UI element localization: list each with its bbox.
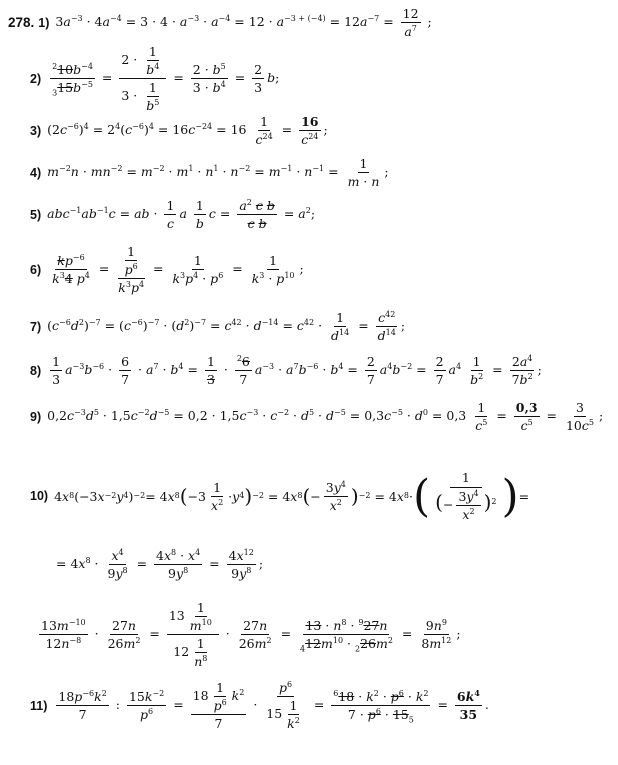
item-7: 7) $(c^{-6}d^2)^{-7} = (c^{-6})^{-7} \cdot (d^2)^{-7} = c^{42} \cdot d^{-14} = c^{42}$ · $\frac{1}{d^{14}}$ = $\frac{c^{42}}{d^{14}}$ ;	[30, 309, 406, 343]
item-1: 278. 1) $3a^{-3} \cdot 4a^{-4} = 3 \cdot 4 \cdot a^{-3} \cdot a^{-4} = 12 \cdot a^{-3 + (-4)} = 12a^{-7}$ = $\frac{12}{a^7}$ ;	[8, 6, 432, 39]
item-8: 8) $\frac{1}{3}$ $a^{-3}b^{-6}$ · $\frac{6}{7}$ · $a^7 \cdot b^4$ = $\frac{1}{3}$ · $\frac{^26}{7}$ $a^{-3} \cdot a^7b^{-6} \cdot b^4$ = $\frac{2}{7}$ $a^4b^{-2}$ = $\frac{2}{7}$ $a^4$ $\frac{1}{b^2}$ = $\frac{2a^4}{7b^2}$ ;	[30, 353, 542, 387]
item-10-continued	[56, 548, 263, 581]
item-4: 4) $m^{-2}n \cdot mn^{-2} = m^{-2} \cdot m^1 \cdot n^1 \cdot n^{-2} = m^{-1} \cdot n^{-1}$ = $\frac{1}{m \cdot n}$ ;	[30, 156, 389, 189]
item-10-cont-math: = $4x^8$ · $\frac{x^4}{9y^8}$ = $\frac{4x^8 \cdot x^4}{9y^8}$ = $\frac{4x^{12}}{9y^8}$ ;	[56, 547, 264, 581]
item-10: 10) 4 x 8 (−3 x −2 y 4 ) −2 = 4 x 8 ( −3 $\frac{1}{x^2}$ · y 4 ) −2 = 4 x 8 ( − $\frac{3y^4}{x^2}$ ) −2 = 4 x 8 · ( 1 (− $\frac{3y^4}{x^2}$ )$^2$ ) =	[30, 470, 530, 522]
item-12-math: $\frac{18p^{-6}k^2}{7}$ : $\frac{15k^{-2}}{p^6}$ = 18 $\frac{1}{p^6}$ $k^2$ 7 · $p^6$ 15 $\frac{1}{k^2}$ = $\frac{^618 \cdot k^2 \cdot p^6 \cdot k^2}{7 \cdot p^6 \cdot 15_5}$ = $\frac{6k^4}{35}$ .	[58, 679, 489, 731]
problem-number: 278.	[8, 15, 35, 30]
item-1-math: $3a^{-3} \cdot 4a^{-4} = 3 \cdot 4 \cdot a^{-3} \cdot a^{-4} = 12 \cdot a^{-3 + (-4)} = 12a^{-7}$ = $\frac{12}{a^7}$ ;	[55, 6, 432, 39]
item-3: 3) $(2c^{-6})^4 = 2^4(c^{-6})^4 = 16c^{-24} = 16$ $\frac{1}{c^{24}}$ = $\frac{16}{c^{24}}$ ;	[30, 114, 328, 147]
item-11-math: $\frac{13m^{-10}}{12n^{-8}}$ · $\frac{27n}{26m^2}$ = 13 $\frac{1}{m^{10}}$ 12 $\frac{1}{n^8}$ · $\frac{27n}{26m^2}$ = $\frac{13 \cdot n^8 \cdot ^927n}{_412m^{10} \cdot _226m^2}$ = $\frac{9n^9}{8m^{12}}$ ;	[41, 600, 461, 669]
item-6: 6) $\frac{kp^{-6}}{k^34 p^4}$ = $\frac{\frac{1}{p^6}}{k^3p^4}$ = $\frac{1}{k^3p^4 \cdot p^6}$ = $\frac{1}{k^3 \cdot p^{10}}$ ;	[30, 244, 304, 295]
item-2: 2) $\frac{^210b^{-4}}{_315b^{-5}}$ = 2 · $\frac{1}{b^4}$ 3 · $\frac{1}{b^5}$ = $\frac{2 \cdot b^5}{3 \cdot b^4}$ = $\frac{2}{3}$ b;	[30, 44, 280, 113]
item-9: 9) $0,2c^{-3}d^5 \cdot 1,5c^{-2}d^{-5} = 0,2 \cdot 1,5c^{-3} \cdot c^{-2} \cdot d^5 \cdot d^{-5} = 0,3c^{-5} \cdot d^0 = 0,3$ $\frac{1}{c^5}$ = $\frac{0,3}{c^5}$ = $\frac{3}{10c^5}$ ;	[30, 400, 604, 433]
item-9-math: $0,2c^{-3}d^5 \cdot 1,5c^{-2}d^{-5} = 0,2 \cdot 1,5c^{-3} \cdot c^{-2} \cdot d^5 \cdot d^{-5} = 0,3c^{-5} \cdot d^0 = 0,3$ $\frac{1}{c^5}$ = $\frac{0,3}{c^5}$ = $\frac{3}{10c^5}$ ;	[47, 400, 604, 433]
item-10-math: 4 x 8 (−3 x −2 y 4 ) −2 = 4 x 8 ( −3 $\frac{1}{x^2}$ · y 4 ) −2 = 4 x 8 ( − $\frac{3y^4}{x^2}$ ) −2 = 4 x 8 · ( 1 (− $\frac{3y^4}{x^2}$ )$^2$ ) =	[54, 470, 530, 522]
item-7-math: $(c^{-6}d^2)^{-7} = (c^{-6})^{-7} \cdot (d^2)^{-7} = c^{42} \cdot d^{-14} = c^{42}$ · $\frac{1}{d^{14}}$ = $\frac{c^{42}}{d^{14}}$ ;	[47, 309, 406, 343]
item-8-math: $\frac{1}{3}$ $a^{-3}b^{-6}$ · $\frac{6}{7}$ · $a^7 \cdot b^4$ = $\frac{1}{3}$ · $\frac{^26}{7}$ $a^{-3} \cdot a^7b^{-6} \cdot b^4$ = $\frac{2}{7}$ $a^4b^{-2}$ = $\frac{2}{7}$ $a^4$ $\frac{1}{b^2}$ = $\frac{2a^4}{7b^2}$ ;	[52, 353, 542, 387]
item-12: 11) $\frac{18p^{-6}k^2}{7}$ : $\frac{15k^{-2}}{p^6}$ = 18 $\frac{1}{p^6}$ $k^2$ 7 · $p^6$ 15 $\frac{1}{k^2}$ = $\frac{^618 \cdot k^2 \cdot p^6 \cdot k^2}{7 \cdot p^6 \cdot 15_5}$ = $\frac{6k^4}{35}$ .	[30, 679, 489, 731]
item-2-math: $\frac{^210b^{-4}}{_315b^{-5}}$ = 2 · $\frac{1}{b^4}$ 3 · $\frac{1}{b^5}$ = $\frac{2 \cdot b^5}{3 \cdot b^4}$ = $\frac{2}{3}$ b;	[52, 44, 280, 113]
item-11	[30, 600, 461, 669]
item-6-math: $\frac{kp^{-6}}{k^34 p^4}$ = $\frac{\frac{1}{p^6}}{k^3p^4}$ = $\frac{1}{k^3p^4 \cdot p^6}$ = $\frac{1}{k^3 \cdot p^{10}}$ ;	[52, 244, 304, 295]
item-5: 5) $abc^{-1}ab^{-1}c$ = ab · $\frac{1}{c}$ a $\frac{1}{b}$ c = $\frac{a^2 c b}{\text{c b}}$ = $a^2$;	[30, 197, 316, 231]
item-3-math: $(2c^{-6})^4 = 2^4(c^{-6})^4 = 16c^{-24} = 16$ $\frac{1}{c^{24}}$ = $\frac{16}{c^{24}}$ ;	[47, 114, 328, 147]
item-5-math: $abc^{-1}ab^{-1}c$ = ab · $\frac{1}{c}$ a $\frac{1}{b}$ c = $\frac{a^2 c b}{\text{c b}}$ = $a^2$;	[47, 197, 316, 231]
item-4-math: $m^{-2}n \cdot mn^{-2} = m^{-2} \cdot m^1 \cdot n^1 \cdot n^{-2} = m^{-1} \cdot n^{-1}$ = $\frac{1}{m \cdot n}$ ;	[47, 156, 389, 189]
